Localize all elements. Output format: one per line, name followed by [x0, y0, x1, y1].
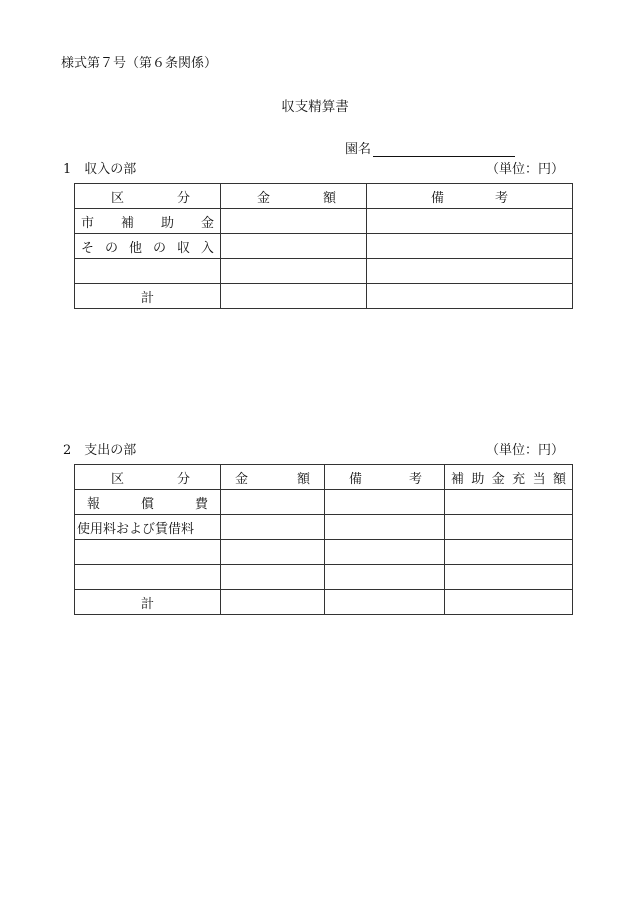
expenditure-category-cell[interactable]: [75, 565, 221, 590]
expenditure-header-row: [75, 465, 573, 490]
income-header-row: [75, 184, 573, 209]
income-remarks-cell[interactable]: [367, 259, 573, 284]
expenditure-row: [75, 540, 573, 565]
income-section-heading: 1 収入の部: [63, 162, 137, 177]
expenditure-table: [74, 464, 573, 615]
income-category-cell: 市 補 助 金: [75, 209, 221, 234]
expenditure-total-label: 計: [75, 590, 221, 615]
expenditure-row: [75, 490, 573, 515]
expenditure-category-cell: 使用料および賃借料: [75, 515, 221, 540]
expenditure-total-subsidy-cell[interactable]: [445, 590, 573, 615]
income-total-amount-cell[interactable]: [221, 284, 367, 309]
expenditure-subsidy-cell[interactable]: [445, 515, 573, 540]
income-row: [75, 234, 573, 259]
income-total-label: 計: [75, 284, 221, 309]
expenditure-remarks-cell[interactable]: [325, 490, 445, 515]
expenditure-subsidy-cell[interactable]: [445, 565, 573, 590]
organization-name-row: [345, 138, 515, 157]
expenditure-amount-cell[interactable]: [221, 540, 325, 565]
expenditure-amount-cell[interactable]: [221, 565, 325, 590]
expenditure-subsidy-cell[interactable]: [445, 540, 573, 565]
income-amount-cell[interactable]: [221, 259, 367, 284]
expenditure-remarks-cell[interactable]: [325, 515, 445, 540]
expenditure-amount-cell[interactable]: [221, 515, 325, 540]
income-header-category: 区 分: [75, 184, 221, 209]
income-amount-cell[interactable]: [221, 234, 367, 259]
income-total-row: [75, 284, 573, 309]
expenditure-amount-cell[interactable]: [221, 490, 325, 515]
income-header-amount: 金 額: [221, 184, 367, 209]
income-amount-cell[interactable]: [221, 209, 367, 234]
income-remarks-cell[interactable]: [367, 209, 573, 234]
expenditure-row: [75, 565, 573, 590]
expenditure-remarks-cell[interactable]: [325, 565, 445, 590]
income-table: [74, 183, 573, 309]
expenditure-total-remarks-cell[interactable]: [325, 590, 445, 615]
expenditure-total-row: [75, 590, 573, 615]
income-total-remarks-cell[interactable]: [367, 284, 573, 309]
income-row: [75, 259, 573, 284]
income-remarks-cell[interactable]: [367, 234, 573, 259]
expenditure-unit-label: （単位：円）: [485, 443, 564, 458]
document-title: 収支精算書: [281, 99, 349, 115]
expenditure-category-cell[interactable]: [75, 540, 221, 565]
expenditure-remarks-cell[interactable]: [325, 540, 445, 565]
expenditure-section-heading: 2 支出の部: [63, 443, 137, 458]
form-number: 様式第７号（第６条関係）: [61, 56, 218, 71]
income-unit-label: （単位：円）: [485, 162, 564, 177]
income-header-remarks: 備 考: [367, 184, 573, 209]
organization-label: 園名: [345, 142, 372, 157]
expenditure-header-category: 区 分: [75, 465, 221, 490]
expenditure-header-subsidy: 補 助 金 充 当 額: [445, 465, 573, 490]
organization-name-field[interactable]: [373, 142, 515, 157]
expenditure-row: [75, 515, 573, 540]
expenditure-header-remarks: 備 考: [325, 465, 445, 490]
expenditure-subsidy-cell[interactable]: [445, 490, 573, 515]
income-category-cell: そ の 他 の 収 入: [75, 234, 221, 259]
income-category-cell[interactable]: [75, 259, 221, 284]
expenditure-category-cell: 報 償 費: [75, 490, 221, 515]
expenditure-header-amount: 金 額: [221, 465, 325, 490]
expenditure-total-amount-cell[interactable]: [221, 590, 325, 615]
income-row: [75, 209, 573, 234]
